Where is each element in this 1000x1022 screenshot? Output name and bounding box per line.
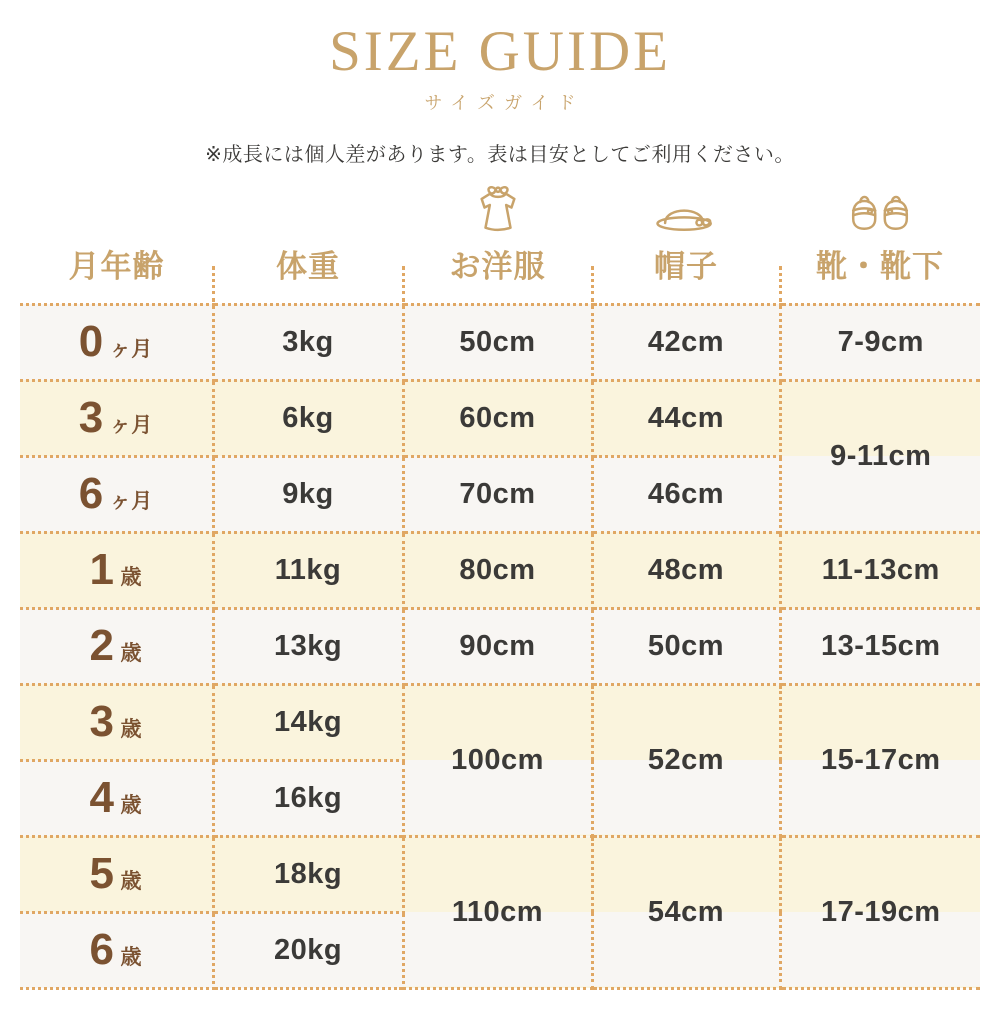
table-row-0months	[20, 304, 980, 380]
hat-cell: 44cm	[592, 380, 780, 456]
age-cell	[20, 304, 213, 380]
age-unit: 歳	[120, 566, 142, 590]
column-label: お洋服	[449, 248, 546, 284]
table-row-3years	[20, 684, 980, 760]
clothes-cell-merged: 100cm	[403, 684, 592, 836]
age-cell	[20, 760, 213, 836]
disclaimer-note: ※成長には個人差があります。表は目安としてご利用ください。	[205, 143, 795, 166]
age-unit: ヶ月	[109, 490, 153, 514]
column-header-shoes	[780, 184, 980, 305]
size-guide-table	[20, 184, 980, 990]
age-cell	[20, 532, 213, 608]
shoes-cell: 13-15cm	[780, 608, 980, 684]
age-unit: 歳	[120, 946, 142, 970]
age-unit: 歳	[120, 870, 142, 894]
shoes-cell-merged: 15-17cm	[780, 684, 980, 836]
weight-cell: 14kg	[213, 684, 403, 760]
weight-cell: 11kg	[213, 532, 403, 608]
age-number: 3	[89, 697, 115, 747]
table-row-3months	[20, 380, 980, 456]
hat-cell: 46cm	[592, 456, 780, 532]
hat-cell: 42cm	[592, 304, 780, 380]
age-cell	[20, 912, 213, 988]
shoes-cell: 7-9cm	[780, 304, 980, 380]
age-number: 1	[89, 545, 115, 595]
weight-cell: 9kg	[213, 456, 403, 532]
dress-icon	[471, 184, 525, 234]
column-header-age	[20, 184, 213, 305]
weight-cell: 20kg	[213, 912, 403, 988]
clothes-cell: 70cm	[403, 456, 592, 532]
shoes-cell-merged: 9-11cm	[780, 380, 980, 532]
age-number: 4	[89, 773, 115, 823]
page-title: SIZE GUIDE	[329, 20, 671, 83]
column-label: 帽子	[654, 248, 718, 284]
table-row-5years	[20, 836, 980, 912]
column-header-weight	[213, 184, 403, 305]
header-row	[20, 184, 980, 305]
clothes-cell: 60cm	[403, 380, 592, 456]
age-cell	[20, 608, 213, 684]
age-number: 3	[78, 393, 104, 443]
table-body	[20, 304, 980, 988]
age-number: 5	[89, 849, 115, 899]
age-cell	[20, 684, 213, 760]
column-header-hat	[592, 184, 780, 305]
shoes-cell: 11-13cm	[780, 532, 980, 608]
table-header	[20, 184, 980, 305]
age-unit: 歳	[120, 794, 142, 818]
hat-cell: 50cm	[592, 608, 780, 684]
size-guide-page	[0, 22, 1000, 1022]
page-subtitle: サイズガイド	[424, 92, 585, 113]
age-number: 0	[78, 317, 104, 367]
baby-shoes-icon	[848, 190, 912, 234]
age-unit: ヶ月	[109, 338, 153, 362]
weight-cell: 13kg	[213, 608, 403, 684]
hat-cell: 48cm	[592, 532, 780, 608]
clothes-cell: 90cm	[403, 608, 592, 684]
age-cell	[20, 456, 213, 532]
weight-cell: 6kg	[213, 380, 403, 456]
weight-cell: 16kg	[213, 760, 403, 836]
age-unit: ヶ月	[109, 414, 153, 438]
age-number: 2	[89, 621, 115, 671]
shoes-cell-merged: 17-19cm	[780, 836, 980, 988]
hat-cell-merged: 54cm	[592, 836, 780, 988]
age-unit: 歳	[120, 718, 142, 742]
age-cell	[20, 836, 213, 912]
clothes-cell: 50cm	[403, 304, 592, 380]
clothes-cell-merged: 110cm	[403, 836, 592, 988]
table-row-1year	[20, 532, 980, 608]
table-row-2years	[20, 608, 980, 684]
weight-cell: 18kg	[213, 836, 403, 912]
age-number: 6	[89, 925, 115, 975]
clothes-cell: 80cm	[403, 532, 592, 608]
column-label: 月年齢	[68, 248, 165, 284]
age-number: 6	[78, 469, 104, 519]
hat-icon	[650, 196, 722, 234]
weight-cell: 3kg	[213, 304, 403, 380]
age-unit: 歳	[120, 642, 142, 666]
age-cell	[20, 380, 213, 456]
column-label: 体重	[276, 248, 340, 284]
column-label: 靴・靴下	[816, 248, 944, 284]
hat-cell-merged: 52cm	[592, 684, 780, 836]
column-header-clothes	[403, 184, 592, 305]
